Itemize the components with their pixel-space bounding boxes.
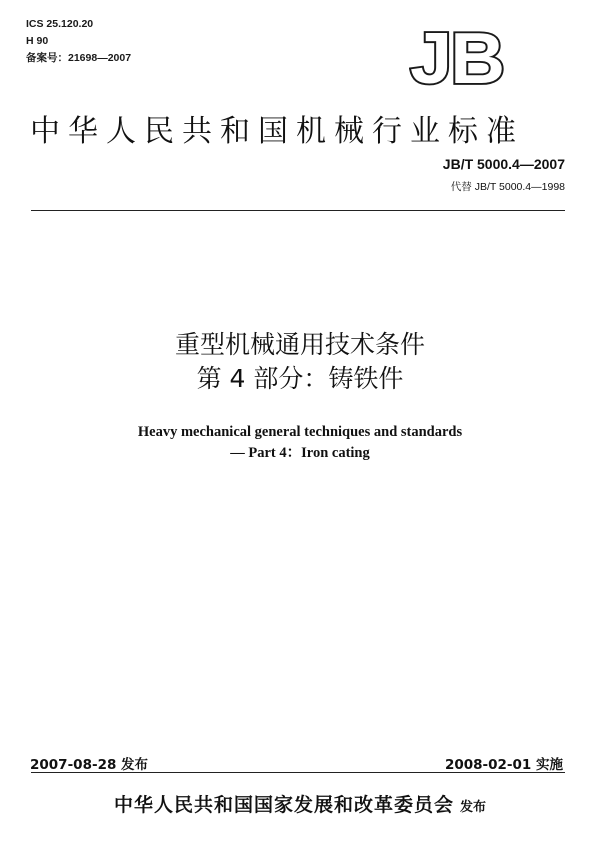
record-number: 备案号：21698—2007 — [26, 52, 132, 64]
issuer-suffix: 发布 — [460, 800, 487, 815]
ics-code: ICS 25.120.20 — [26, 18, 94, 30]
chinese-title-line-1: 重型机械通用技术条件 — [174, 330, 425, 359]
chinese-title — [0, 328, 600, 396]
jb-logo — [410, 20, 550, 98]
top-divider — [31, 210, 565, 211]
chinese-title-line-2: 第 4 部分：铸铁件 — [196, 364, 404, 393]
english-title-line-2: — Part 4：Iron cating — [230, 445, 370, 461]
standard-category: 中华人民共和国机械行业标准 — [30, 114, 524, 149]
logo-text: JB — [410, 18, 504, 99]
replaces-standard: 代替 JB/T 5000.4—1998 — [450, 181, 565, 193]
issuer-name: 中华人民共和国国家发展和改革委员会 — [113, 794, 454, 816]
implementation-date: 2008-02-01 实施 — [444, 757, 563, 773]
english-title-line-1: Heavy mechanical general techniques and standards — [137, 424, 463, 440]
english-title — [0, 422, 600, 464]
ccs-code: H 90 — [26, 35, 49, 47]
issuing-authority — [0, 790, 600, 817]
publish-date: 2007-08-28 发布 — [30, 757, 149, 773]
classification-block — [26, 16, 131, 67]
bottom-divider — [31, 772, 565, 773]
standard-number: JB/T 5000.4—2007 — [442, 156, 565, 172]
